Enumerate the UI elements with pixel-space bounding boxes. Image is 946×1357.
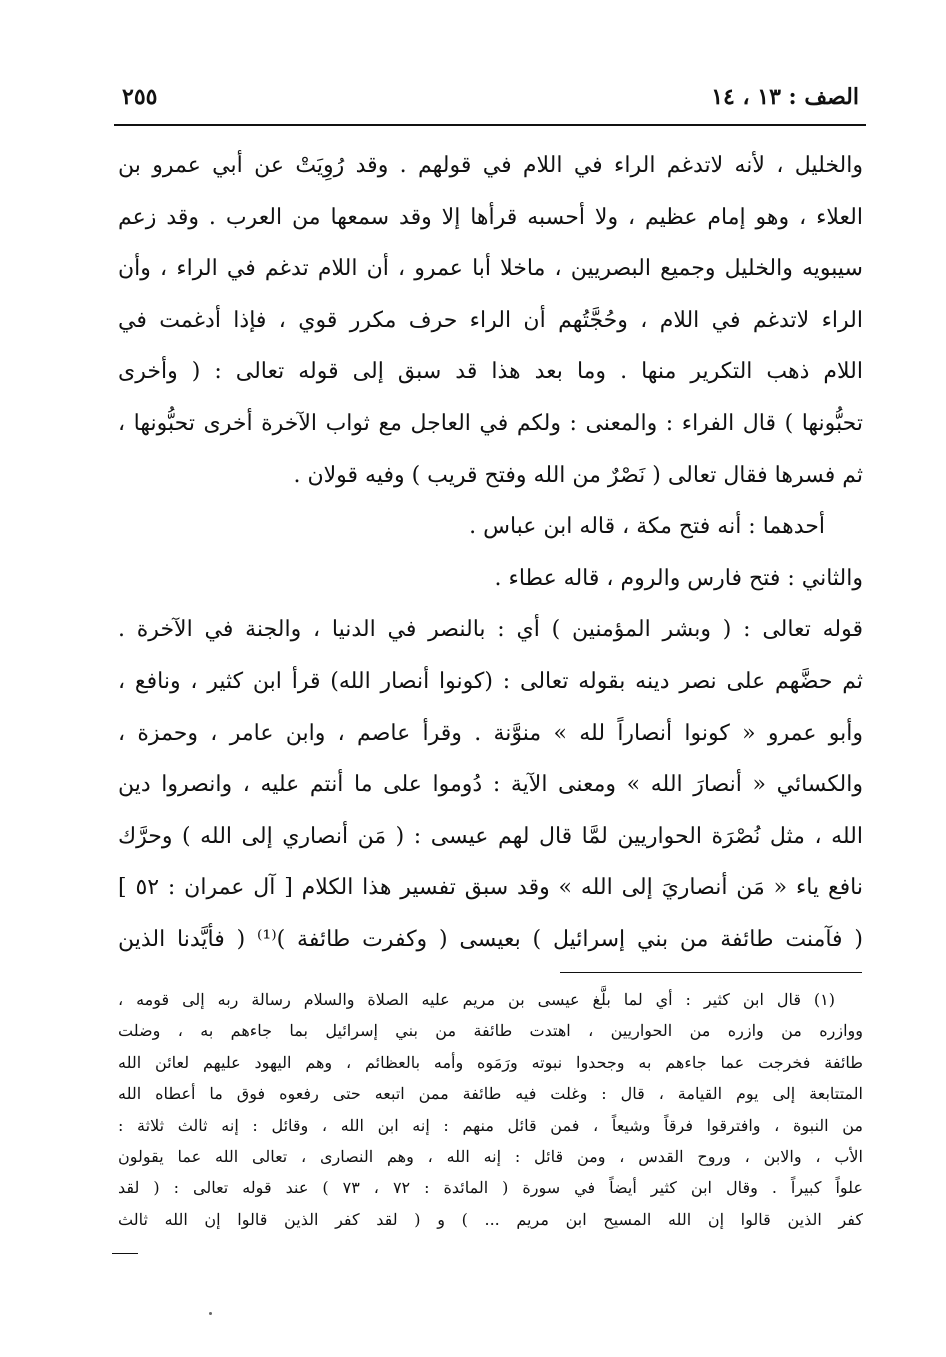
footnote-line: طائفة فخرجت عما جاءهم به وجحدوا نبوته ورَمَوه وأمه بالعظائم ، وهم اليهود عليهم لعائن الله: [118, 1052, 863, 1072]
footnote-line: المتتابعة إلى يوم القيامة ، قال : وغلت فيه طائفة ممن اتبعه حتى رفعوه فوق ما أعطاه الله: [118, 1084, 863, 1104]
text-line: ثم حضَّهم على نصر دينه بقوله تعالى : (كونوا أنصار الله) قرأ ابن كثير ، ونافع ،: [118, 668, 863, 694]
header-rule: [114, 124, 866, 126]
footnotes: [118, 984, 863, 1235]
text-line: اللام ذهب التكرير منها . وما بعد هذا قد سبق إلى قوله تعالى : ( وأخرى: [118, 359, 863, 385]
text-line: والكسائي « أنصارَ الله » ومعنى الآية : دُوموا على ما أنتم عليه ، وانصروا دين: [118, 772, 863, 798]
text-line: وأبو عمرو « كونوا أنصاراً لله » منوَّنة . وقرأ عاصم ، وابن عامر ، وحمزة ،: [118, 720, 863, 746]
text-line: ثم فسرها فقال تعالى ( نَصْرٌ من الله وفتح قريب ) وفيه قولان .: [293, 462, 863, 488]
running-title: الصف : ١٣ ، ١٤: [711, 84, 859, 110]
text-line: تحبُّونها ) قال الفراء : والمعنى : ولكم في العاجل مع ثواب الآخرة أخرى تحبُّونها ،: [118, 410, 863, 436]
text-line: الله ، مثل نُصْرَة الحواريين لمَّا قال لهم عيسى : ( مَن أنصاري إلى الله ) وحرَّك: [118, 823, 863, 849]
text-line: العلاء ، وهو إمام عظيم ، ولا أحسبه قرأها إلا وقد سمعها من العرب . وقد زعم: [118, 204, 863, 230]
main-text: [118, 140, 863, 966]
text-line: الراء لاتدغم في اللام ، وحُجَّتُهم أن الراء حرف مكرر قوي ، فإذا أدغمت في: [118, 307, 863, 333]
page-number: ٢٥٥: [122, 84, 158, 110]
footnote-rule: [560, 972, 862, 973]
page-speck: [209, 1312, 212, 1315]
footnote-line: الأب ، والابن ، وروح القدس ، ومن قائل : إنه الله ، وهم النصارى ، تعالى الله عما يقولون: [118, 1146, 863, 1166]
text-line: والخليل ، لأنه لاتدغم الراء في اللام في قولهم . وقد رُوِيَتْ عن أبي عمرو بن: [118, 153, 863, 178]
page-header: [114, 82, 864, 122]
continuation-dash: [112, 1253, 138, 1254]
footnote-line: (١) قال ابن كثير : أي لما بلَّغ عيسى بن مريم عليه الصلاة والسلام رسالة ربه إلى قومه ،: [118, 990, 835, 1009]
footnote-line: ووازره من وازره من الحواريين ، اهتدت طائفة من بني إسرائيل بما جاءهم به ، وضلت: [118, 1021, 863, 1041]
text-line: أحدهما : أنه فتح مكة ، قاله ابن عباس .: [469, 514, 825, 540]
text-line: نافع ياء « مَن أنصاريَ إلى الله » وقد سبق تفسير هذا الكلام [ آل عمران : ٥٢ ]: [118, 875, 863, 901]
footnote-line: علواً كبيراً . وقال ابن كثير أيضاً في سورة ( المائدة : ٧٢ ، ٧٣ ) عند قوله تعالى : ( لقد: [118, 1178, 863, 1198]
text-line: ( فآمنت طائفة من بني إسرائيل ) بعيسى ( وكفرت طائفة )⁽¹⁾ ( فأيَّدنا الذين: [118, 926, 863, 952]
text-line: قوله تعالى : ( وبشر المؤمنين ) أي : بالنصر في الدنيا ، والجنة في الآخرة .: [118, 617, 863, 643]
footnote-line: كفر الذين قالوا إن الله المسيح ابن مريم ... ) و ( لقد كفر الذين قالوا إن الله ثالث: [118, 1209, 863, 1229]
footnote-line: من النبوة ، وافترقوا فرقاً وشيعاً ، فمن قائل منهم : إنه ابن الله ، وقائل : إنه ثالث ثلاثة :: [118, 1115, 863, 1135]
text-line: والثاني : فتح فارس والروم ، قاله عطاء .: [494, 565, 863, 591]
text-line: سيبويه والخليل وجميع البصريين ، ماخلا أبا عمرو ، أن اللام تدغم في الراء ، وأن: [118, 256, 863, 282]
